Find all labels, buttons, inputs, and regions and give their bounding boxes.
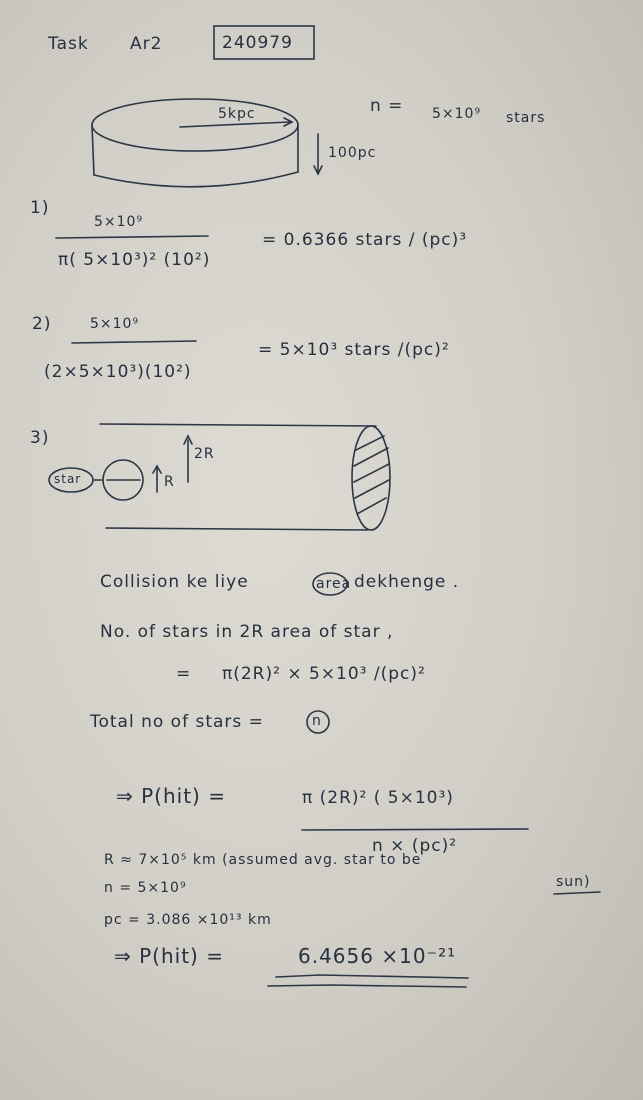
collision-line2: No. of stars in 2R area of star , (100, 622, 394, 642)
step1-fraction-bar (56, 236, 208, 238)
two-r-label: 2R (194, 446, 215, 462)
collision-line1-a: Collision ke liye (100, 572, 249, 592)
task-label: Task (48, 34, 89, 54)
collision-line1-b: dekhenge . (354, 572, 460, 592)
final-lhs: ⇒ P(hit) = (114, 944, 224, 968)
sun-underline (554, 892, 600, 894)
step2-label: 2) (32, 314, 52, 334)
disk-thickness-label: 100pc (328, 145, 377, 161)
collision-line4: Total no of stars = (90, 712, 264, 732)
star-count-value: 5×10⁹ (432, 106, 482, 122)
star-circle-drawing (49, 436, 192, 500)
step2-result: = 5×10³ stars /(pc)² (258, 340, 450, 360)
phit-fraction-bar (302, 829, 528, 830)
assume-sun: sun) (556, 874, 591, 890)
phit-denominator: n × (pc)² (372, 836, 458, 856)
step3-label: 3) (30, 428, 50, 448)
step1-numerator: 5×10⁹ (94, 214, 144, 230)
pc-equation: pc = 3.086 ×10¹³ km (104, 912, 272, 928)
assignment-label: Ar2 (130, 34, 163, 54)
phit-lhs: ⇒ P(hit) = (116, 784, 226, 808)
total-stars-n: n (312, 713, 322, 729)
phit-numerator: π (2R)² ( 5×10³) (302, 788, 454, 808)
star-count-unit: stars (506, 110, 546, 126)
step2-numerator: 5×10⁹ (90, 316, 140, 332)
radius-r-label: R (164, 474, 175, 490)
galactic-disk-drawing (92, 99, 298, 187)
star-count-n-label: n = (370, 96, 404, 116)
collision-line3-expr: π(2R)² × 5×10³ /(pc)² (222, 664, 426, 684)
thickness-arrow (314, 134, 322, 174)
collision-area-word: area (316, 576, 352, 592)
step1-denominator: π( 5×10³)² (10²) (58, 250, 211, 270)
answer-underline-2 (268, 985, 466, 987)
assume-radius: R ≈ 7×10⁵ km (assumed avg. star to be (104, 852, 422, 868)
n-equation: n = 5×10⁹ (104, 880, 187, 896)
final-answer: 6.4656 ×10⁻²¹ (298, 944, 457, 968)
step2-fraction-bar (72, 341, 196, 343)
collision-line3-eq: = (176, 664, 192, 684)
step1-label: 1) (30, 198, 50, 218)
step1-result: = 0.6366 stars / (pc)³ (262, 230, 468, 250)
disk-radius-label: 5kpc (218, 106, 256, 122)
answer-underline-1 (276, 975, 468, 978)
step2-denominator: (2×5×10³)(10²) (44, 362, 192, 382)
star-label: star (54, 472, 82, 486)
roll-number: 240979 (222, 33, 293, 53)
